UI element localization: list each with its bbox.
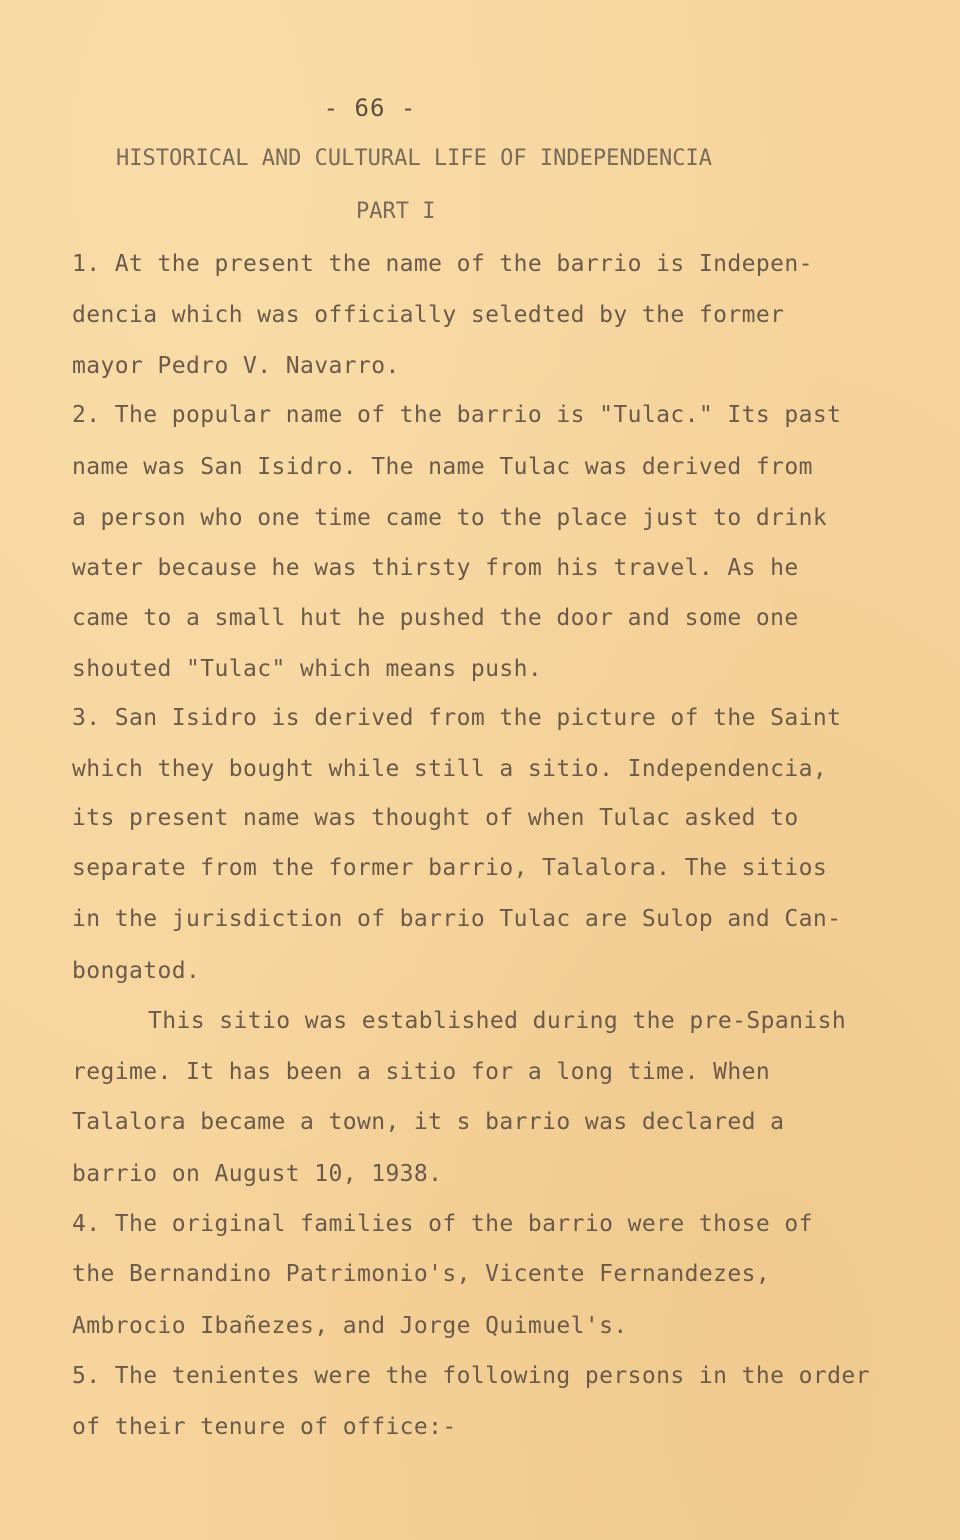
text-line: This sitio was established during the pre-Spanish <box>148 1008 847 1034</box>
text-line: 4. The original families of the barrio were those of <box>72 1211 813 1237</box>
text-line: Talalora became a town, it s barrio was declared a <box>72 1109 785 1135</box>
text-line: came to a small hut he pushed the door and some one <box>72 605 799 631</box>
text-line: shouted "Tulac" which means push. <box>72 656 543 682</box>
text-line: its present name was thought of when Tulac asked to <box>72 805 799 831</box>
text-line: barrio on August 10, 1938. <box>72 1161 443 1187</box>
text-line: name was San Isidro. The name Tulac was derived from <box>72 454 813 480</box>
document-title: HISTORICAL AND CULTURAL LIFE OF INDEPENDENCIA <box>116 146 713 171</box>
text-line: water because he was thirsty from his travel. As he <box>72 555 799 581</box>
text-line: of their tenure of office:- <box>72 1414 457 1440</box>
text-line: bongatod. <box>72 958 201 984</box>
text-line: regime. It has been a sitio for a long time. When <box>72 1059 771 1085</box>
text-line: dencia which was officially seledted by the former <box>72 302 785 328</box>
text-line: the Bernandino Patrimonio's, Vicente Fernandezes, <box>72 1261 771 1287</box>
text-line: separate from the former barrio, Talalora. The sitios <box>72 855 828 881</box>
text-line: 5. The tenientes were the following persons in the order <box>72 1363 870 1389</box>
text-line: a person who one time came to the place just to drink <box>72 505 828 531</box>
text-line: mayor Pedro V. Navarro. <box>72 353 400 379</box>
document-subtitle: PART I <box>356 199 436 224</box>
page-number: - 66 - <box>323 94 417 122</box>
text-line: Ambrocio Ibañezes, and Jorge Quimuel's. <box>72 1313 628 1339</box>
text-line: 1. At the present the name of the barrio is Indepen- <box>72 251 813 277</box>
text-line: which they bought while still a sitio. Independencia, <box>72 756 828 782</box>
text-line: 3. San Isidro is derived from the picture of the Saint <box>72 705 842 731</box>
text-line: 2. The popular name of the barrio is "Tulac." Its past <box>72 402 842 428</box>
text-line: in the jurisdiction of barrio Tulac are Sulop and Can- <box>72 906 842 932</box>
